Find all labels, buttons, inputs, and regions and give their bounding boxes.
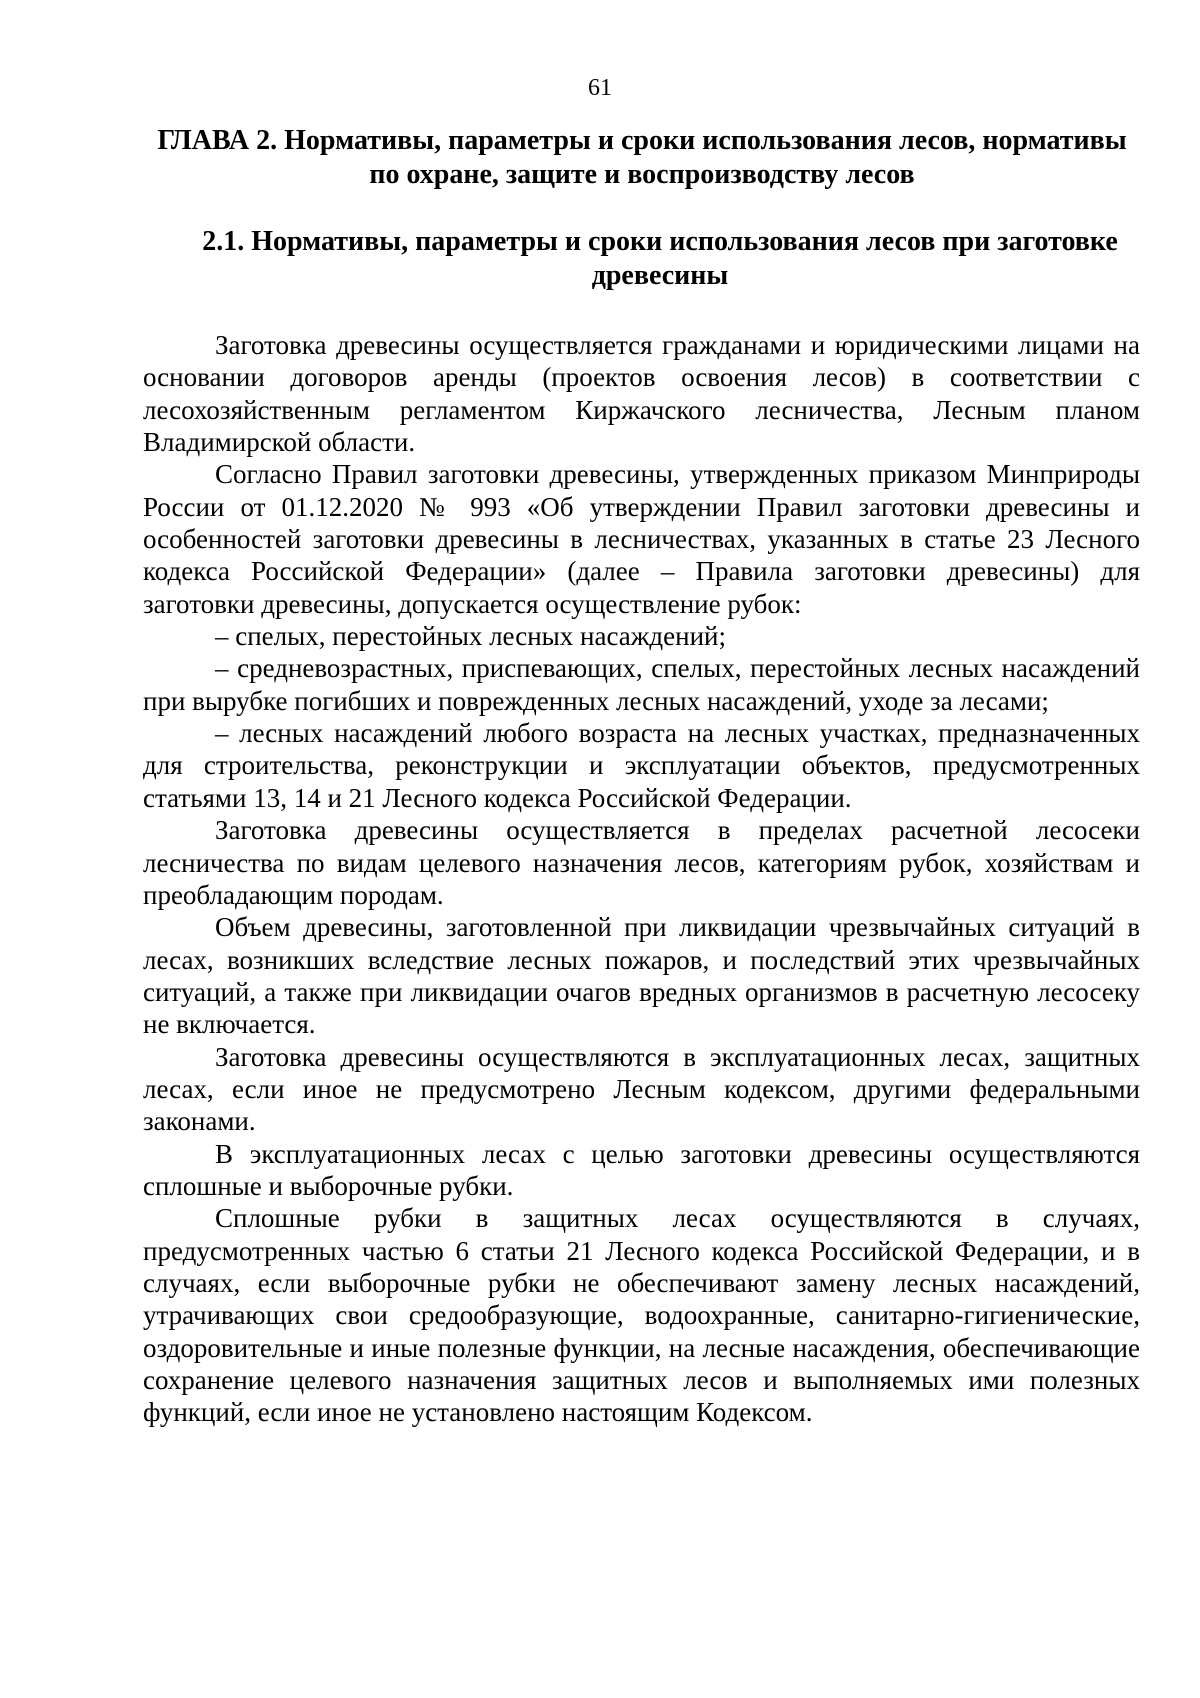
paragraph: Заготовка древесины осуществляется гражданами и юридическими лицами на основании договоров аренды (проектов освоения лесов) в соответствии с лесохозяйственным регламентом Киржачского лесничества, Лесным планом Владимирской области. (143, 330, 1140, 458)
paragraph: В эксплуатационных лесах с целью заготовки древесины осуществляются сплошные и выборочные рубки. (143, 1138, 1140, 1201)
page-number: 61 (588, 75, 612, 101)
paragraph: Заготовка древесины осуществляется в пределах расчетной лесосеки лесничества по видам целевого назначения лесов, категориям рубок, хозяйствам и преобладающим породам. (143, 815, 1140, 910)
paragraph: Сплошные рубки в защитных лесах осуществляются в случаях, предусмотренных частью 6 статьи 21 Лесного кодекса Российской Федерации, и в случаях, если выборочные рубки не обеспечивают замену лесных насаждений, утрачивающих свои средообразующие, водоохранные, санитарно-гигиенические, оздоровительные и иные полезные функции, на лесные насаждения, обеспечивающие сохранение целевого назначения защитных лесов и выполняемых ими полезных функций, если иное не установлено настоящим Кодексом. (143, 1203, 1140, 1428)
list-item: – спелых, перестойных лесных насаждений; (215, 621, 726, 652)
paragraph: Заготовка древесины осуществляются в эксплуатационных лесах, защитных лесах, если иное не предусмотрено Лесным кодексом, другими федеральными законами. (143, 1041, 1140, 1137)
body-text (143, 329, 1140, 1429)
chapter-heading: ГЛАВА 2. Нормативы, параметры и сроки использования лесов, нормативы по охране, защите и воспроизводству лесов (157, 125, 1127, 190)
paragraph: Согласно Правил заготовки древесины, утвержденных приказом Минприроды России от 01.12.2020 № 993 «Об утверждении Правил заготовки древесины и особенностей заготовки древесины в лесничествах, указанных в статье 23 Лесного кодекса Российской Федерации» (далее – Правила заготовки древесины) для заготовки древесины, допускается осуществление рубок: (143, 459, 1140, 619)
list-item: – лесных насаждений любого возраста на лесных участках, предназначенных для строительства, реконструкции и эксплуатации объектов, предусмотренных статьями 13, 14 и 21 Лесного кодекса Российской Федерации. (143, 718, 1140, 813)
section-heading: 2.1. Нормативы, параметры и сроки использования лесов при заготовке древесины (202, 226, 1118, 291)
paragraph: Объем древесины, заготовленной при ликвидации чрезвычайных ситуаций в лесах, возникших вследствие лесных пожаров, и последствий этих чрезвычайных ситуаций, а также при ликвидации очагов вредных организмов в расчетную лесосеку не включается. (143, 912, 1140, 1040)
list-item: – средневозрастных, приспевающих, спелых, перестойных лесных насаждений при вырубке погибших и поврежденных лесных насаждений, уходе за лесами; (143, 653, 1140, 716)
